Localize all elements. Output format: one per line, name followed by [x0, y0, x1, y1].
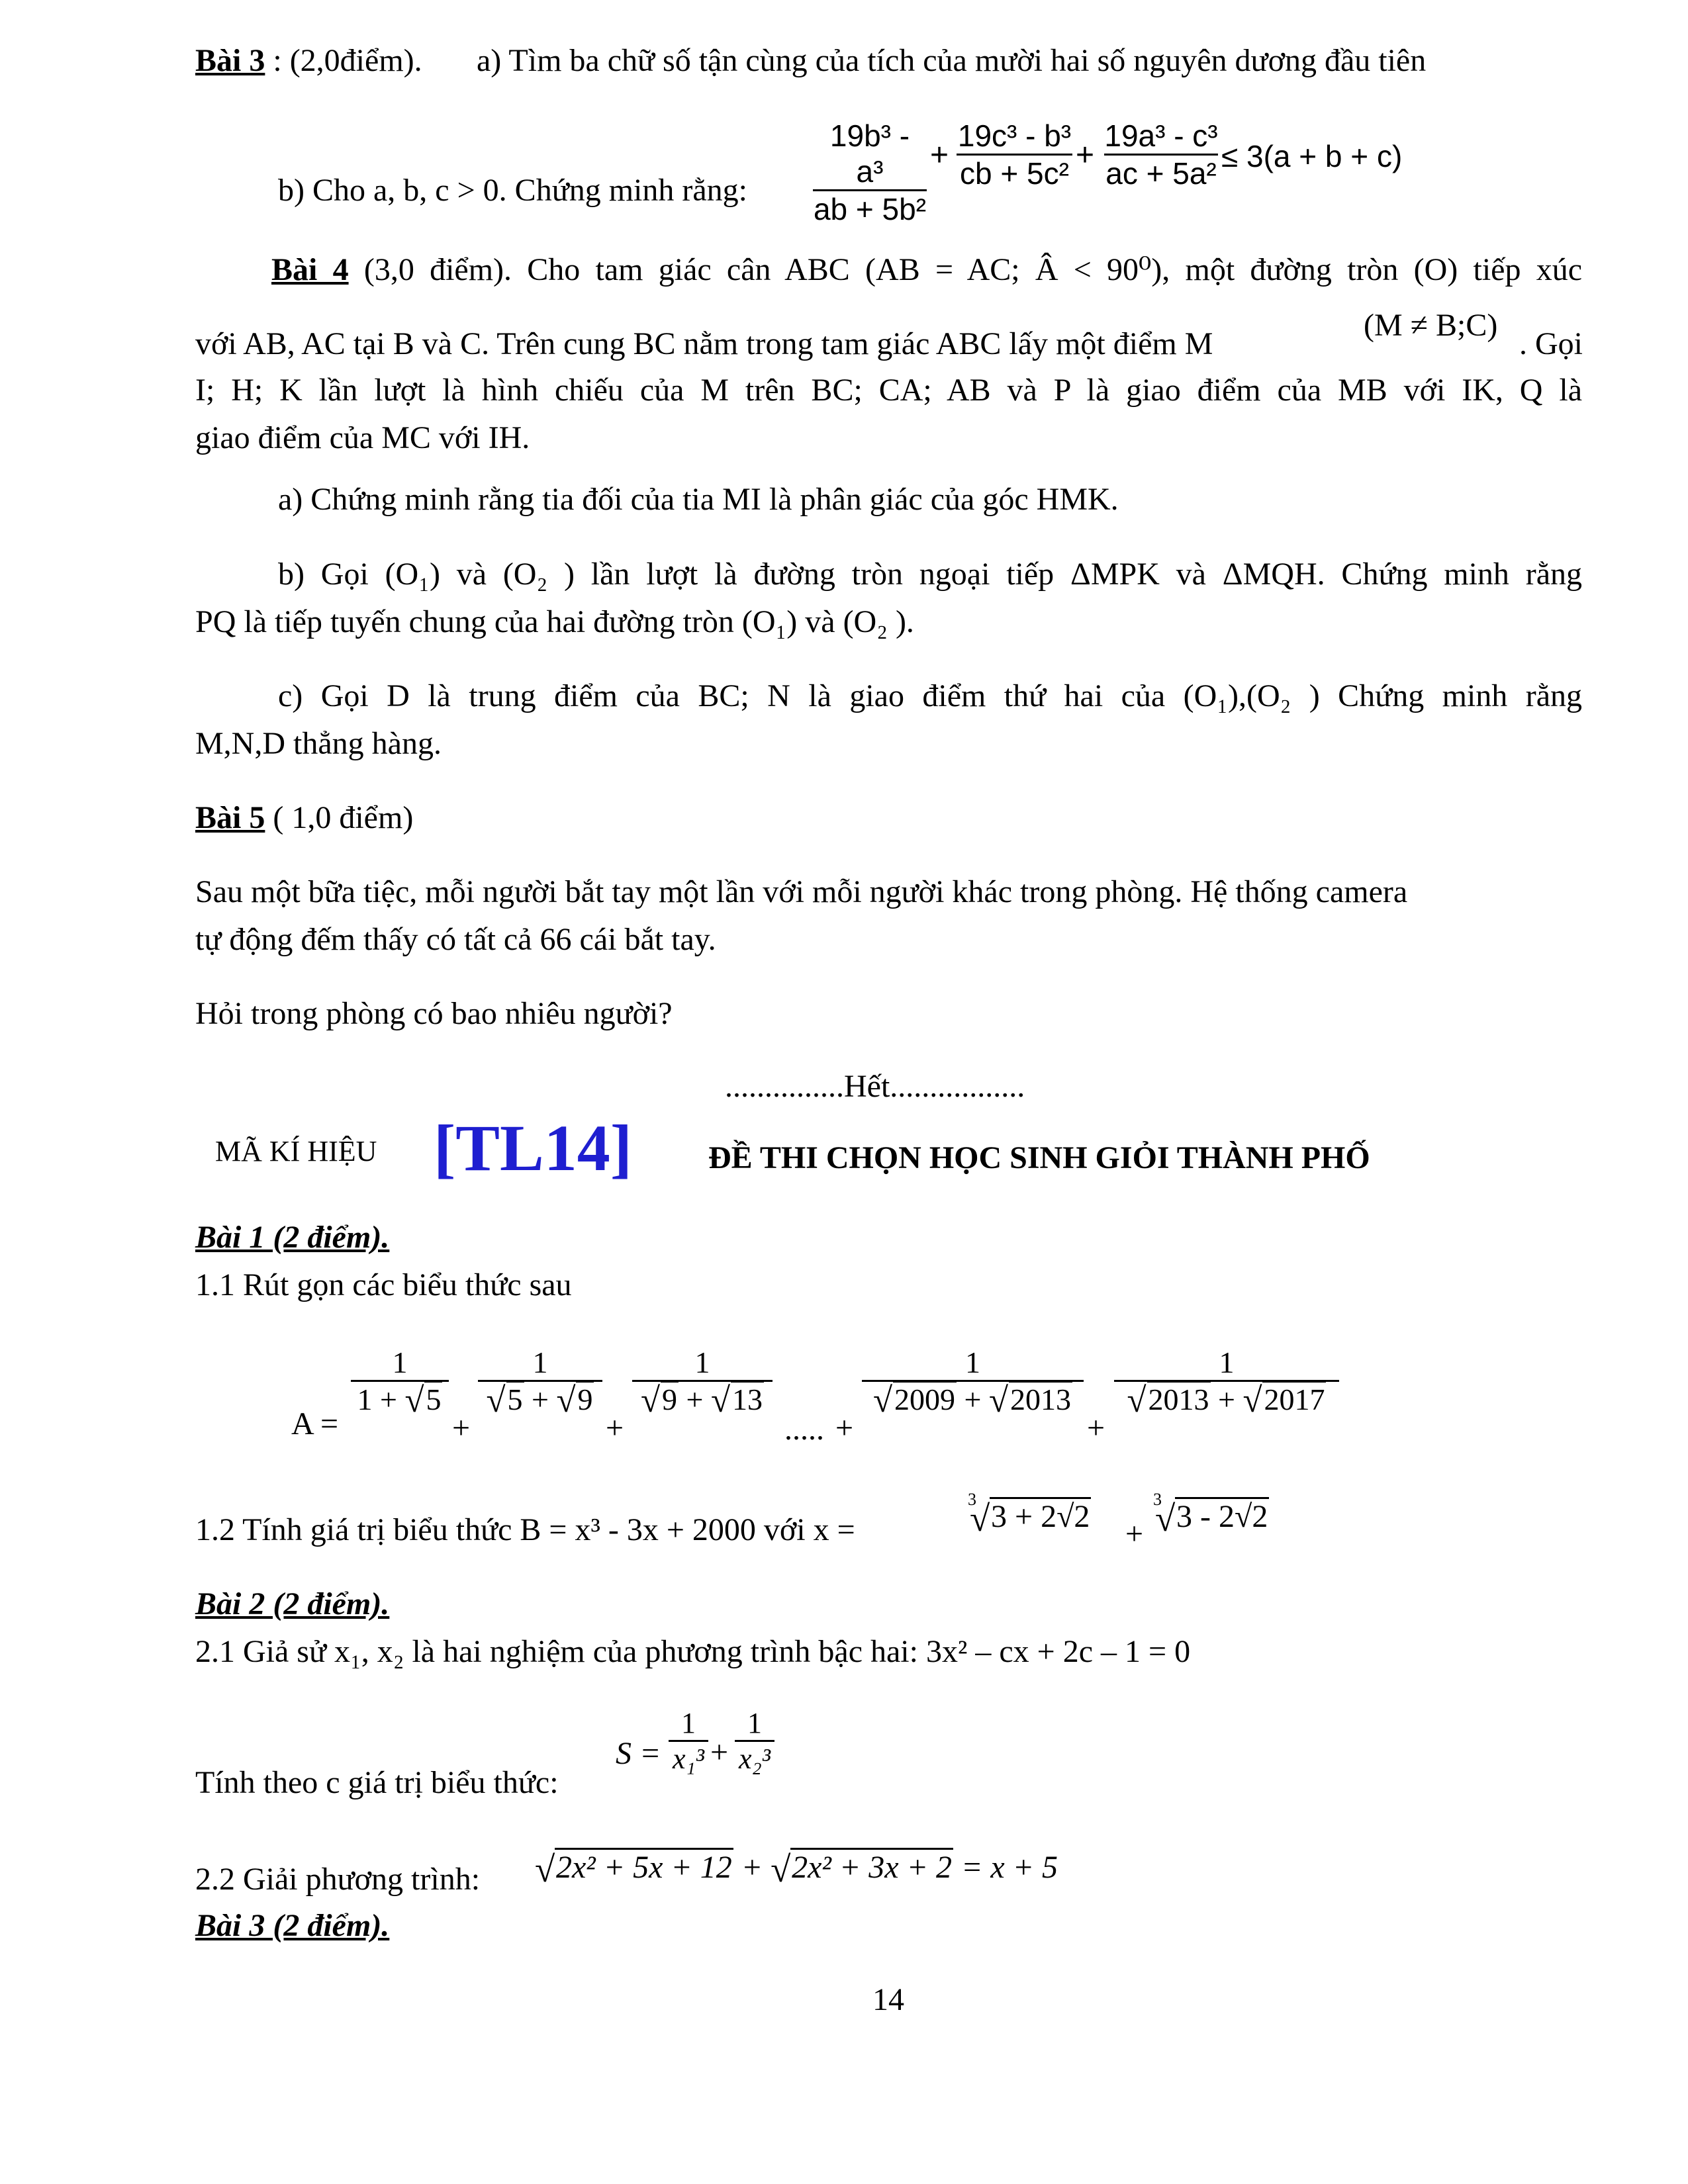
bai4-part-c-line-2: M,N,D thẳng hàng.: [195, 726, 442, 761]
sqrt: [535, 1848, 733, 1888]
fraction-denominator: ab + 5b²: [813, 192, 927, 226]
radicand: 9: [576, 1381, 594, 1416]
bai4-part-a: a) Chứng minh rằng tia đối của tia MI là phân giác của góc HMK.: [278, 482, 1119, 517]
fraction-numerator: 1: [694, 1345, 710, 1379]
fraction-denominator: cb + 5c²: [960, 156, 1069, 191]
bai5-label: Bài 5: [195, 800, 265, 835]
bai2-fraction-2: [735, 1706, 774, 1776]
exam-title: ĐỀ THI CHỌN HỌC SINH GIỎI THÀNH PHỐ: [708, 1140, 1370, 1175]
radicand: 9: [661, 1381, 679, 1416]
radicand: 3 + 2√2: [990, 1497, 1091, 1534]
plus-sign: +: [1125, 1516, 1144, 1551]
sqrt: [641, 1382, 679, 1417]
plus-sign: +: [835, 1410, 854, 1445]
sqrt: [556, 1382, 594, 1417]
bai4-line-2-end: . Gọi: [1519, 326, 1583, 361]
fraction-denominator: √ 2013 + √ 2017: [1114, 1382, 1339, 1417]
sqrt: [1127, 1382, 1211, 1417]
bai1-fraction-3: [632, 1345, 773, 1417]
radicand: 3 - 2√2: [1175, 1497, 1269, 1534]
fraction-numerator: 1: [681, 1707, 696, 1739]
sqrt: [970, 1497, 1091, 1537]
sqrt: [771, 1848, 953, 1888]
plus-sign: +: [1087, 1410, 1105, 1445]
bai4-part-b-line-2: PQ là tiếp tuyến chung của hai đường tròn (O₁) và (O₂ ).: [195, 604, 914, 639]
radicand: 2017: [1262, 1381, 1326, 1416]
A-equals: A =: [291, 1406, 339, 1441]
sqrt: [487, 1382, 524, 1417]
fraction-numerator: 19b³ - a³: [829, 118, 910, 189]
bai3-bottom-heading: Bài 3 (2 điểm).: [195, 1908, 390, 1943]
sqrt: [1155, 1497, 1269, 1537]
bai1-heading: Bài 1 (2 điểm).: [195, 1220, 390, 1255]
bai1-q12: 1.2 Tính giá trị biểu thức B = x³ - 3x + 2000 với x =: [195, 1512, 855, 1547]
cube-root-index: 3: [1153, 1490, 1162, 1509]
plus-sign: +: [930, 138, 949, 173]
bai5-heading: [195, 798, 413, 838]
bai3-fraction-1: [813, 118, 927, 227]
fraction-denominator: x₂³: [738, 1743, 771, 1775]
bai3-points: : (2,0điểm).: [265, 43, 422, 78]
fraction-numerator: 1: [965, 1345, 980, 1379]
plus-sign: +: [1076, 138, 1095, 173]
fraction-numerator: 19a³ - c³: [1104, 118, 1218, 153]
page-number: 14: [872, 1982, 904, 2017]
sqrt: [404, 1382, 442, 1417]
bai2-equation: [535, 1848, 1058, 1888]
bai4-line-1-text: (3,0 điểm). Cho tam giác cân ABC (AB = AC; Â < 90⁰), một đường tròn (O) tiếp xúc: [363, 252, 1583, 287]
radicand: 2009: [893, 1381, 957, 1416]
fraction-denominator: ac + 5a²: [1105, 156, 1217, 191]
bai3-rhs: ≤ 3(a + b + c): [1221, 139, 1403, 173]
bai4-line-4: giao điểm của MC với IH.: [195, 420, 530, 455]
ellipsis: .....: [784, 1412, 824, 1447]
bai5-points: ( 1,0 điểm): [265, 800, 414, 835]
radicand: 5: [424, 1381, 442, 1416]
cube-root-1: [970, 1497, 1091, 1537]
fraction-numerator: 1: [392, 1345, 408, 1379]
sqrt: [1243, 1382, 1326, 1417]
code-label: MÃ KÍ HIỆU: [215, 1135, 377, 1167]
bai4-part-b-line-1: b) Gọi (O₁) và (O₂ ) lần lượt là đường tròn ngoại tiếp ΔMPK và ΔMQH. Chứng minh rằng: [278, 557, 1582, 592]
bai1-fraction-4: [862, 1345, 1084, 1417]
fraction-denominator: √ 9 + √ 13: [632, 1382, 773, 1417]
fraction-denominator: √ 5 + √ 9: [478, 1382, 602, 1417]
plus-sign: +: [741, 1850, 763, 1885]
fraction-denominator: x₁³: [672, 1743, 705, 1775]
plus-sign: +: [710, 1735, 729, 1770]
bai1-q11: 1.1 Rút gọn các biểu thức sau: [195, 1267, 572, 1302]
radicand: 2013: [1147, 1381, 1211, 1416]
cube-root-index: 3: [968, 1490, 976, 1509]
bai5-line-1: Sau một bữa tiệc, mỗi người bắt tay một lần với mỗi người khác trong phòng. Hệ thống camera: [195, 874, 1408, 909]
radicand: 13: [731, 1381, 764, 1416]
fraction-numerator: 1: [532, 1345, 548, 1379]
bai1-fraction-1: [351, 1345, 449, 1417]
sqrt: [873, 1382, 957, 1417]
cube-root-2: [1155, 1497, 1269, 1537]
fraction-numerator: 1: [747, 1707, 762, 1739]
plus-sign: +: [606, 1410, 624, 1445]
bai3-part-b: b) Cho a, b, c > 0. Chứng minh rằng:: [278, 173, 748, 208]
bai2-fraction-1: [669, 1706, 708, 1776]
code-value-text: [TL14]: [434, 1111, 632, 1185]
bai4-line-3: I; H; K lần lượt là hình chiếu của M trên BC; CA; AB và P là giao điểm của MB với IK, Q là: [195, 373, 1582, 408]
fraction-denominator: √ 2009 + √ 2013: [862, 1382, 1084, 1417]
bai3-label: Bài 3: [195, 43, 265, 78]
radicand: 5: [506, 1381, 524, 1416]
sqrt: [989, 1382, 1072, 1417]
equation-rhs: = x + 5: [961, 1850, 1058, 1885]
plus-sign: +: [452, 1410, 471, 1445]
end-mark: ...............Hết.................: [725, 1069, 1025, 1104]
fraction-denominator: 1 + √ 5: [351, 1382, 449, 1417]
bai3-fraction-3: [1104, 118, 1218, 191]
bai3-part-a: a) Tìm ba chữ số tận cùng của tích của mười hai số nguyên dương đầu tiên: [477, 43, 1427, 78]
fraction-numerator: 1: [1219, 1345, 1235, 1379]
bai3-fraction-2: [957, 118, 1072, 191]
den-term: 1: [357, 1383, 373, 1416]
bai3-heading: [195, 41, 422, 81]
bai5-question: Hỏi trong phòng có bao nhiêu người?: [195, 996, 673, 1031]
bai2-q21: 2.1 Giả sử x₁, x₂ là hai nghiệm của phương trình bậc hai: 3x² – cx + 2c – 1 = 0: [195, 1634, 1191, 1669]
bai4-label: Bài 4: [271, 252, 349, 287]
bai4-line-2: với AB, AC tại B và C. Trên cung BC nằm trong tam giác ABC lấy một điểm M: [195, 326, 1213, 361]
radicand: 2x² + 3x + 2: [790, 1848, 953, 1885]
bai4-line-1: [271, 250, 1582, 290]
bai4-condition: (M ≠ B;C): [1364, 308, 1498, 343]
bai4-part-c-line-1: c) Gọi D là trung điểm của BC; N là giao điểm thứ hai của (O₁),(O₂ ) Chứng minh rằng: [278, 678, 1582, 713]
bai2-tinh: Tính theo c giá trị biểu thức:: [195, 1765, 559, 1800]
bai1-fraction-2: [478, 1345, 602, 1417]
bai2-q22: 2.2 Giải phương trình:: [195, 1862, 481, 1897]
sqrt: [711, 1382, 764, 1417]
radicand: 2x² + 5x + 12: [555, 1848, 733, 1885]
S-equals: S =: [616, 1736, 661, 1771]
code-value: [434, 1112, 632, 1185]
bai1-fraction-5: [1114, 1345, 1339, 1417]
radicand: 2013: [1009, 1381, 1072, 1416]
bai5-line-2: tự động đếm thấy có tất cả 66 cái bắt tay.: [195, 922, 716, 957]
bai2-heading: Bài 2 (2 điểm).: [195, 1586, 390, 1621]
fraction-numerator: 19c³ - b³: [957, 118, 1072, 153]
